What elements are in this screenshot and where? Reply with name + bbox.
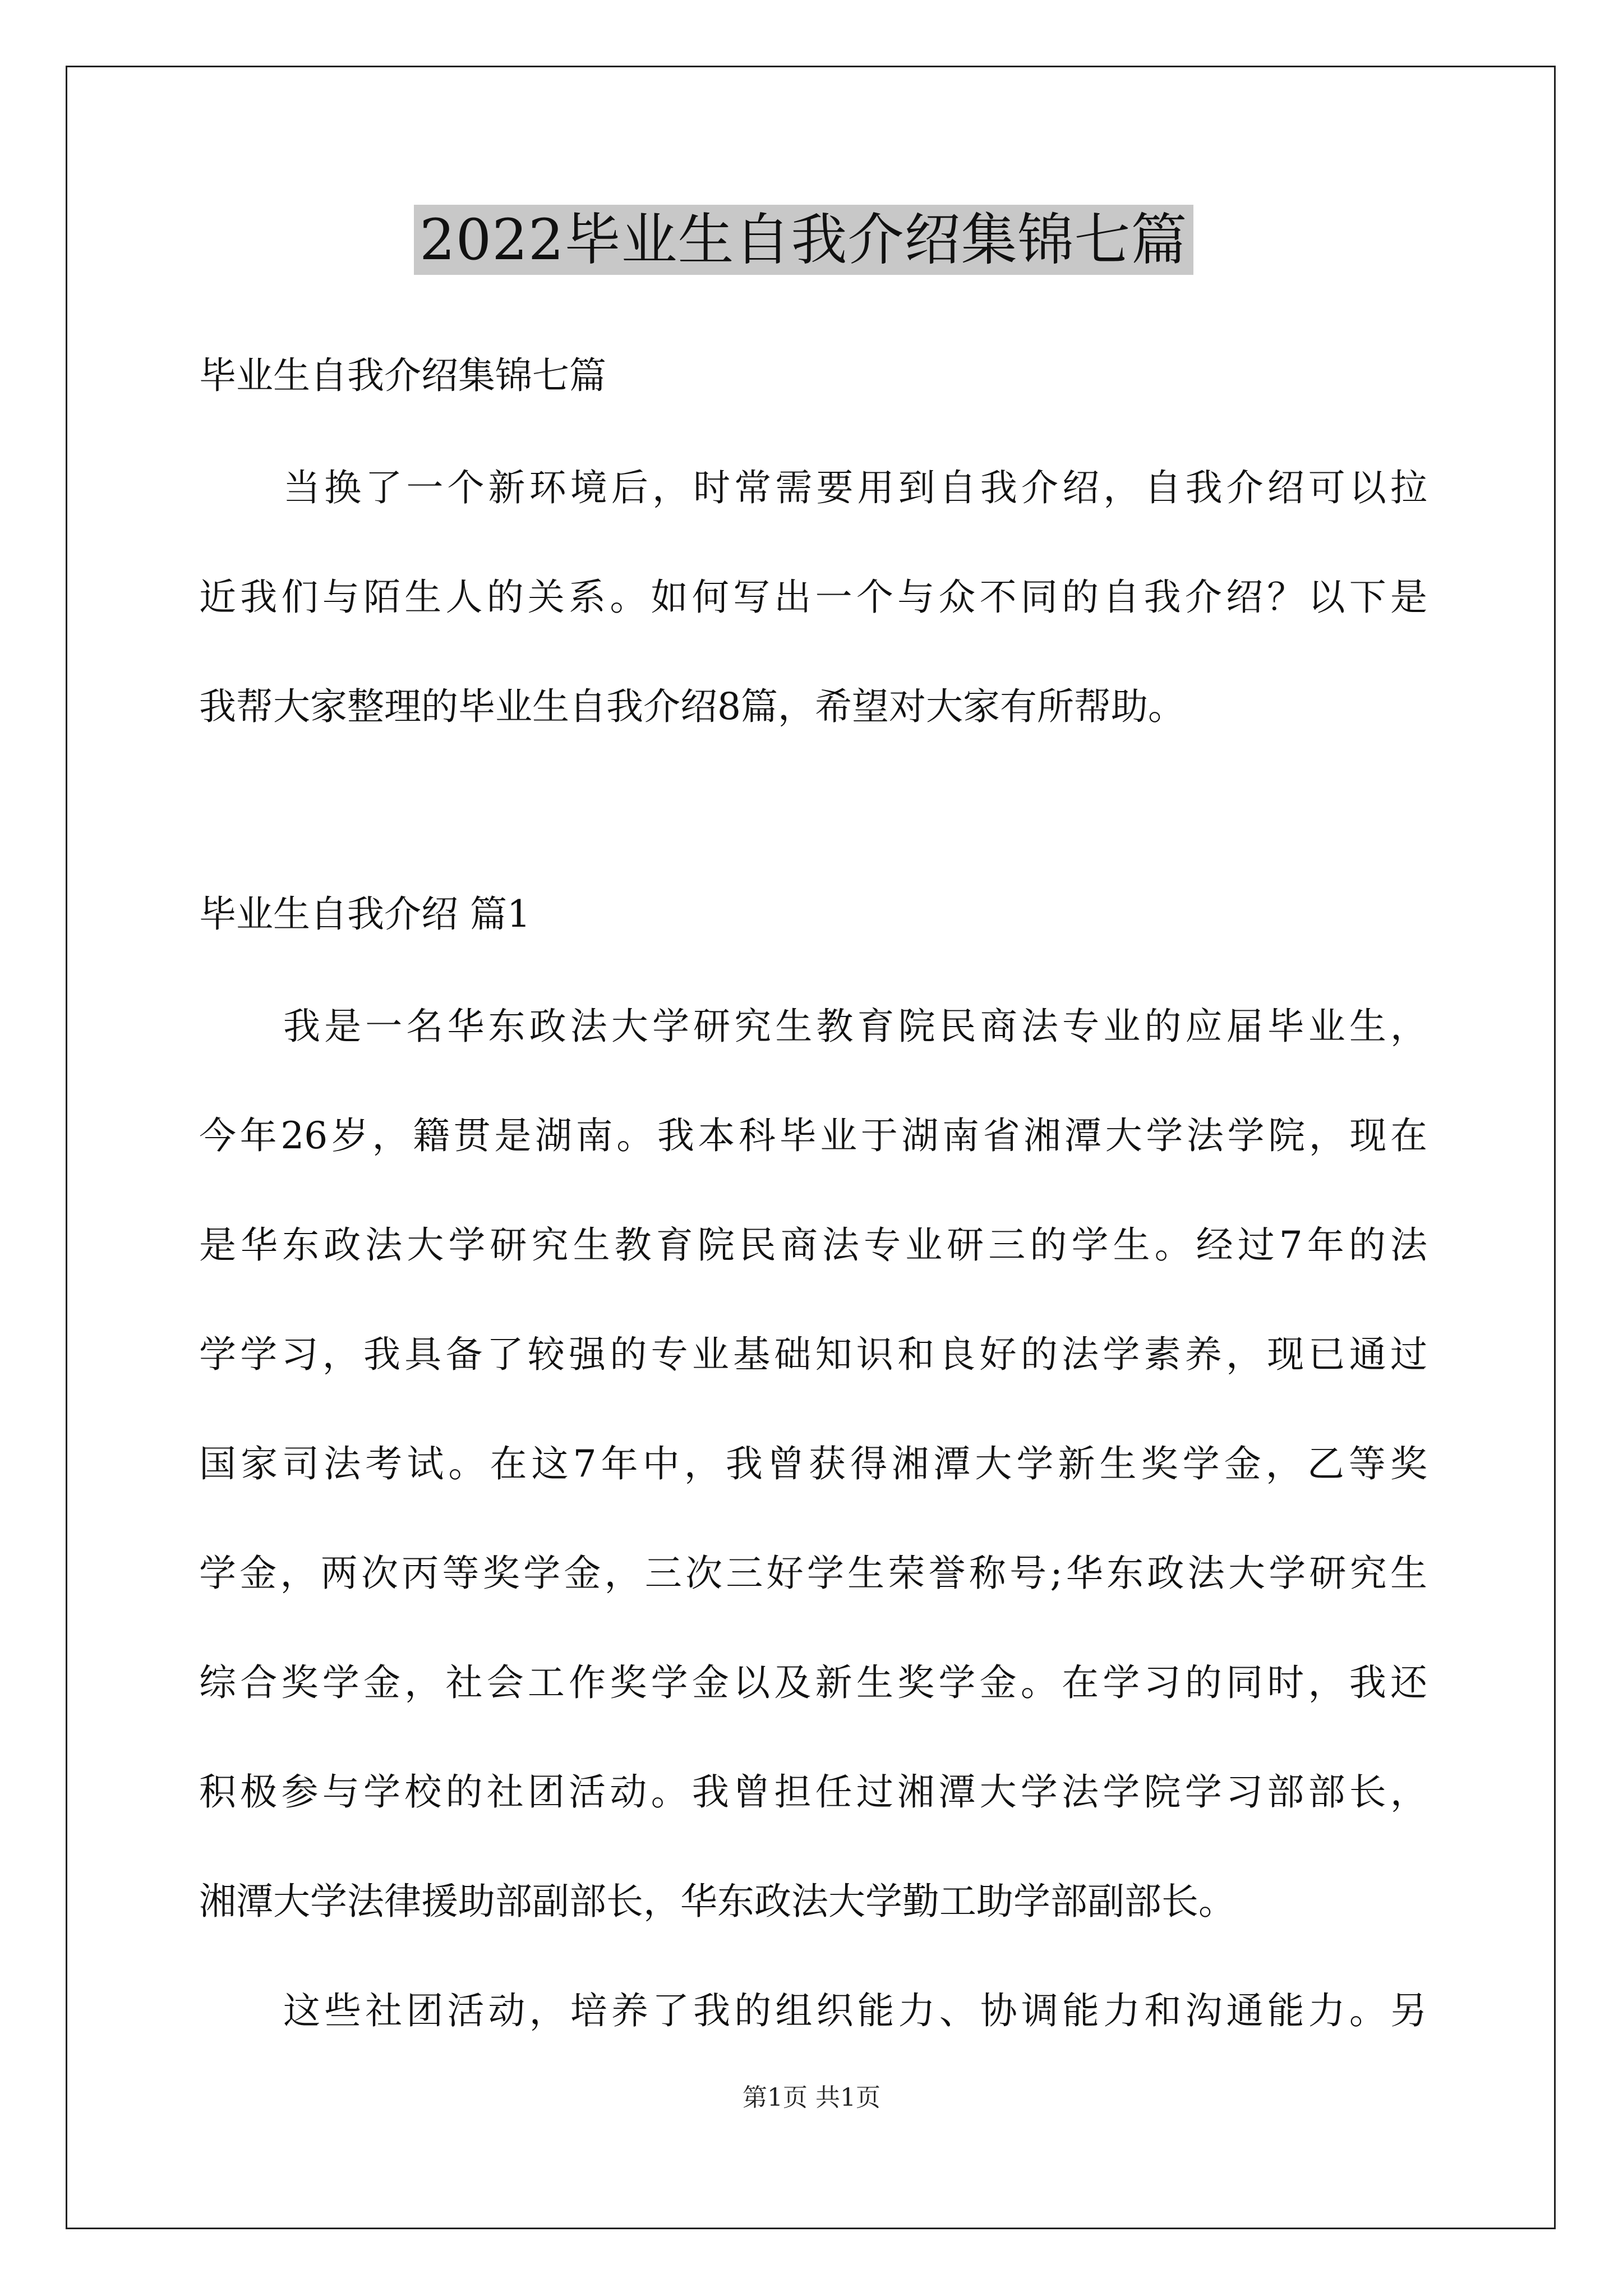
body-line-7: 综合奖学金，社会工作奖学金以及新生奖学金。在学习的同时，我还 bbox=[199, 1661, 1427, 1704]
intro-line-3: 我帮大家整理的毕业生自我介绍8篇，希望对大家有所帮助。 bbox=[199, 685, 1185, 728]
intro-line-1: 当换了一个新环境后，时常需要用到自我介绍，自我介绍可以拉 bbox=[283, 466, 1427, 509]
body-line-6: 学金，两次丙等奖学金，三次三好学生荣誉称号;华东政法大学研究生 bbox=[199, 1552, 1427, 1595]
body-line-3: 是华东政法大学研究生教育院民商法专业研三的学生。经过7年的法 bbox=[199, 1223, 1427, 1267]
intro-line-2: 近我们与陌生人的关系。如何写出一个与众不同的自我介绍？以下是 bbox=[199, 576, 1427, 619]
page-footer: 第1页 共1页 bbox=[743, 2083, 880, 2112]
section-heading: 毕业生自我介绍 篇1 bbox=[199, 892, 531, 936]
body-line-5: 国家司法考试。在这7年中，我曾获得湘潭大学新生奖学金，乙等奖 bbox=[199, 1442, 1427, 1485]
document-title: 2022毕业生自我介绍集锦七篇 bbox=[414, 205, 1193, 275]
document-subtitle: 毕业生自我介绍集锦七篇 bbox=[199, 354, 606, 397]
body-line-10: 这些社团活动，培养了我的组织能力、协调能力和沟通能力。另 bbox=[283, 1989, 1427, 2032]
body-line-4: 学学习，我具备了较强的专业基础知识和良好的法学素养，现已通过 bbox=[199, 1333, 1427, 1376]
body-line-2: 今年26岁，籍贯是湖南。我本科毕业于湖南省湘潭大学法学院，现在 bbox=[199, 1114, 1427, 1157]
body-line-9: 湘潭大学法律援助部副部长，华东政法大学勤工助学部副部长。 bbox=[199, 1880, 1235, 1923]
body-line-1: 我是一名华东政法大学研究生教育院民商法专业的应届毕业生， bbox=[283, 1005, 1427, 1048]
body-line-8: 积极参与学校的社团活动。我曾担任过湘潭大学法学院学习部部长， bbox=[199, 1770, 1427, 1814]
